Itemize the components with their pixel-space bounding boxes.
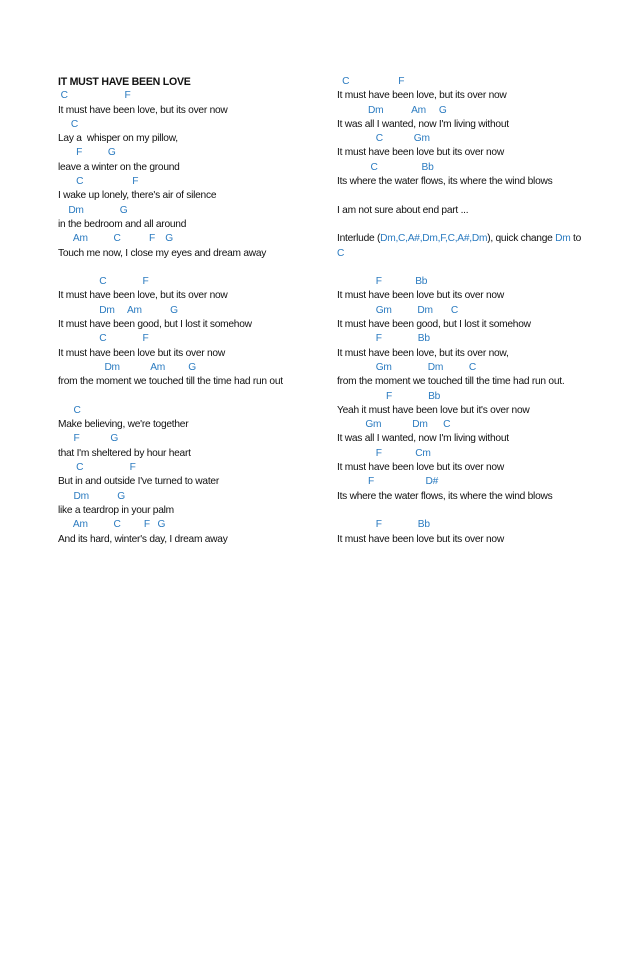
lyric-line: It must have been love but its over now xyxy=(337,462,504,474)
right-column xyxy=(337,75,587,547)
chord-line: Dm G xyxy=(58,490,125,502)
interlude-to-chord: C xyxy=(337,247,345,259)
lyric-line: It was all I wanted, now I'm living without xyxy=(337,433,509,445)
chord-line: Gm Dm C xyxy=(337,361,476,373)
lyric-line: from the moment we touched till the time had run out. xyxy=(337,376,565,388)
right-lines xyxy=(337,75,587,547)
lyric-line: It must have been good, but I lost it somehow xyxy=(337,319,531,331)
lyric-line: It was all I wanted, now I'm living without xyxy=(337,118,509,130)
chord-line: Dm Am G xyxy=(337,104,447,116)
blank-line xyxy=(337,261,587,275)
chord-line: F G xyxy=(58,147,116,159)
lyric-line: from the moment we touched till the time had run out xyxy=(58,376,283,388)
chord-line: C xyxy=(58,404,81,416)
chord-line: C F xyxy=(58,462,136,474)
interlude-to-word: to xyxy=(570,233,584,245)
chord-line: Gm Dm C xyxy=(337,304,458,316)
interlude-chords: Dm,C,A#,Dm,F,C,A#,Dm xyxy=(380,233,488,245)
chord-line: Dm Am G xyxy=(58,361,196,373)
chord-line: Am C F G xyxy=(58,233,173,245)
lyric-line: It must have been love but its over now xyxy=(58,347,225,359)
blank-line xyxy=(337,504,587,518)
chord-line: F Bb xyxy=(337,276,428,288)
lyric-line: It must have been good, but I lost it somehow xyxy=(58,319,252,331)
lyric-line: that I'm sheltered by hour heart xyxy=(58,447,191,459)
lyric-line: It must have been love but its over now xyxy=(337,290,504,302)
interlude-label: Interlude ( xyxy=(337,233,381,245)
chord-line: C Gm xyxy=(337,133,430,145)
lyric-line: Make believing, we're together xyxy=(58,419,189,431)
chord-line: F G xyxy=(58,433,119,445)
interlude-from-chord: Dm xyxy=(555,233,571,245)
blank-line xyxy=(58,390,320,404)
lyric-line: It must have been love, but its over now xyxy=(337,90,507,102)
blank-line xyxy=(337,189,587,203)
chord-line: F Bb xyxy=(337,519,430,531)
chord-line: C F xyxy=(58,276,149,288)
chord-line: Dm G xyxy=(58,204,128,216)
lyric-line: Its where the water flows, its where the wind blows xyxy=(337,176,553,188)
lyric-line: It must have been love but its over now xyxy=(337,147,504,159)
chord-line: Dm Am G xyxy=(58,304,178,316)
blank-line xyxy=(58,261,320,275)
lyric-line: Lay a whisper on my pillow, xyxy=(58,133,178,145)
left-column xyxy=(58,75,320,547)
interlude-line xyxy=(337,232,587,261)
left-lines xyxy=(58,89,320,547)
chord-line: C Bb xyxy=(337,161,434,173)
lyric-line: It must have been love, but its over now xyxy=(58,104,228,116)
chord-line: F Bb xyxy=(337,333,430,345)
interlude-note: ), quick change xyxy=(487,233,556,245)
lyric-line: Yeah it must have been love but it's over now xyxy=(337,404,530,416)
song-title: IT MUST HAVE BEEN LOVE xyxy=(58,76,191,88)
chord-line: F Cm xyxy=(337,447,431,459)
chord-line: F Bb xyxy=(337,390,441,402)
blank-line xyxy=(337,218,587,232)
lyric-line: It must have been love but its over now xyxy=(337,533,504,545)
chord-line: C F xyxy=(337,76,405,87)
lyric-line: And its hard, winter's day, I dream away xyxy=(58,533,228,545)
lyric-line: in the bedroom and all around xyxy=(58,218,187,230)
chord-line: C F xyxy=(58,333,149,345)
chord-line: F D# xyxy=(337,476,439,488)
lyric-line: Its where the water flows, its where the wind blows xyxy=(337,490,553,502)
chord-line: C F xyxy=(58,176,139,188)
lyric-line: I am not sure about end part ... xyxy=(337,204,469,216)
lyric-line: It must have been love, but its over now xyxy=(58,290,228,302)
lyric-line: I wake up lonely, there's air of silence xyxy=(58,190,217,202)
chord-line: C xyxy=(58,118,79,130)
chord-line: Am C F G xyxy=(58,519,166,531)
chord-line: Gm Dm C xyxy=(337,419,451,431)
lyric-line: But in and outside I've turned to water xyxy=(58,476,219,488)
chord-line: C F xyxy=(58,90,131,102)
lyric-line: Touch me now, I close my eyes and dream away xyxy=(58,247,267,259)
lyric-line: It must have been love, but its over now, xyxy=(337,347,509,359)
lyric-line: like a teardrop in your palm xyxy=(58,504,174,516)
lyric-line: leave a winter on the ground xyxy=(58,161,180,173)
